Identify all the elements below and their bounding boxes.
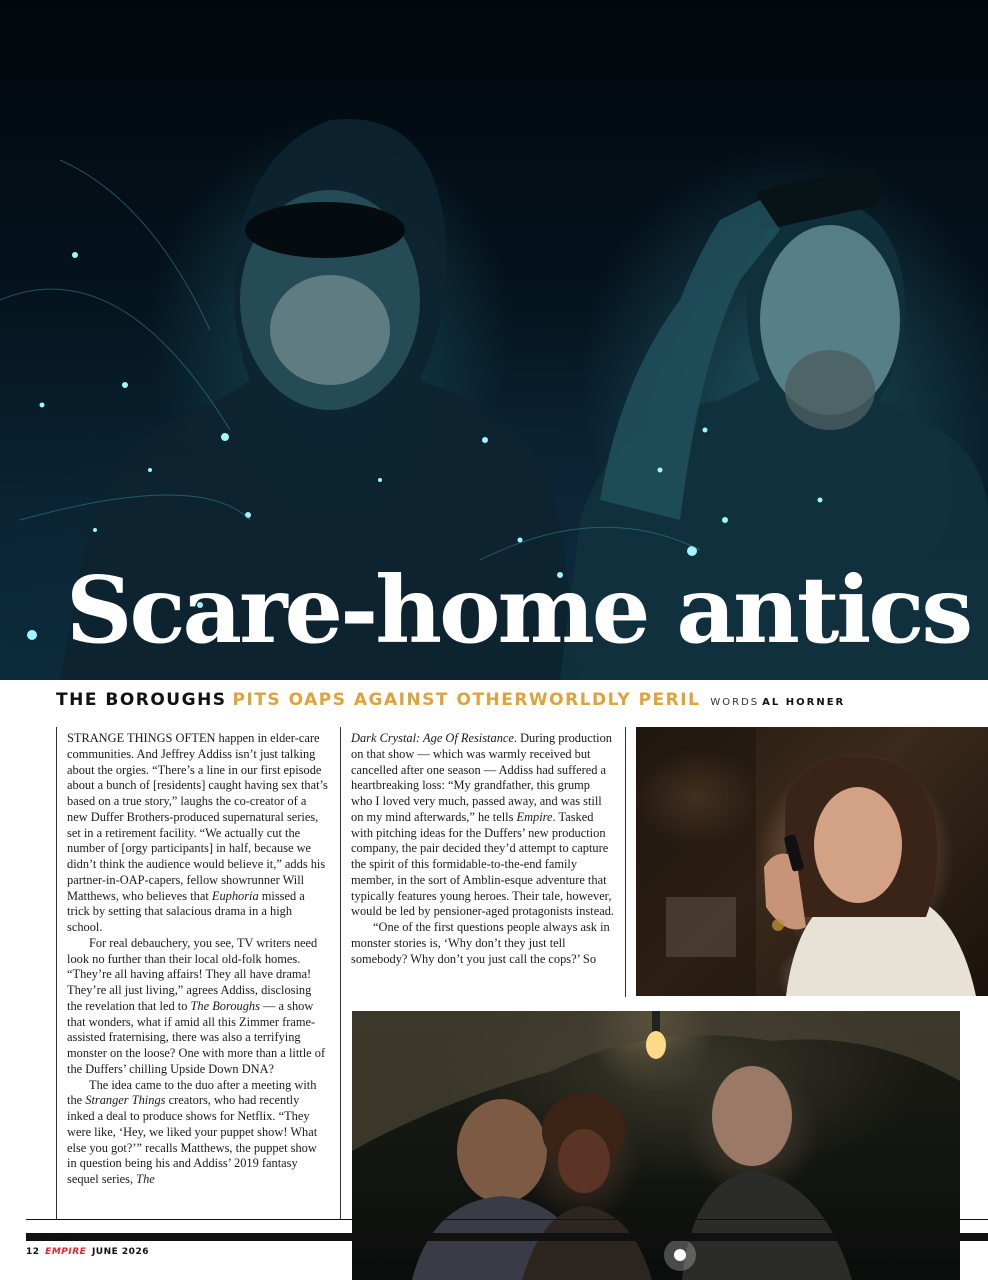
page-number: 12 [26,1247,40,1257]
column-rule-right [625,727,626,997]
column-rule-left [56,727,57,1220]
magazine-logo: EMPIRE [45,1247,87,1257]
deck-strapline: PITS OAPS AGAINST OTHERWORLDLY PERIL [232,690,701,710]
byline-author: AL HORNER [762,697,846,708]
paragraph: “One of the first questions people always ask in monster stories is, ‘Why don’t they just tell somebody? Why don’t you just call the cops?’ So [351,920,610,966]
page-title: Scare-home antics [66,556,971,664]
article-column-1 [67,731,329,1188]
footer-rule-thick [26,1233,988,1241]
byline-label: WORDS [710,697,760,708]
paragraph: STRANGE THINGS OFTEN happen in elder-care communities. And Jeffrey Addiss isn’t just talking about the orgies. “There’s a line in our first episode about a bunch of [residents] caught having sex that’s based on a true story,” laughs the co-creator of a new Duffer Brothers-produced supernatural series, set in a retirement facility. “We actually cut the number of [orgy participants] in half, because we didn’t think the audience would believe it,” adds his partner-in-OAP-capers, fellow showrunner Will Matthews, who believes that Euphoria missed a trick by setting that salacious drama in a high school. [67,731,328,934]
article-column-2 [351,731,614,967]
photo-1-illustration [636,727,988,996]
photo-woman-on-phone [636,727,988,996]
issue-date: JUNE 2026 [91,1247,149,1257]
folio [26,1247,149,1261]
article-deck [56,690,988,720]
column-rule-middle [340,727,341,1220]
paragraph: Dark Crystal: Age Of Resistance. During production on that show — which was warmly received but cancelled after one season — Addiss had suffered a heartbreaking loss: “My grandfather, this grump who I loved very much, passed away, and was still on my mind afterwards,” he tells Empire. Tasked with pitching ideas for the Duffers’ new production company, the pair decided they’d attempt to capture the spirit of this formidable-to-the-end family member, in the sort of Amblin-esque adventure that typically features young heroes. Their tale, however, would be led by pensioner-aged protagonists instead. [351,731,614,919]
paragraph: The idea came to the duo after a meeting with the Stranger Things creators, who had recently inked a deal to produce shows for Netflix. “They were like, ‘Hey, we liked your puppet show! What else you got?’” recalls Matthews, the puppet show in question being his and Addiss’ 2019 fantasy sequel series, The [67,1077,318,1186]
paragraph: For real debauchery, you see, TV writers need look no further than their local old-folk homes. “They’re all having affairs! They all have drama! They’re all just living,” agrees Addiss, disclosing the revelation that led to The Boroughs — a show that wonders, what if amid all this Zimmer frame-assisted fraternising, there was also a terrifying monster on the loose? One with more than a little of the Duffers’ chilling Upside Down DNA? [67,935,326,1076]
show-title: THE BOROUGHS [56,690,227,710]
footer-rule-thin [26,1219,988,1220]
